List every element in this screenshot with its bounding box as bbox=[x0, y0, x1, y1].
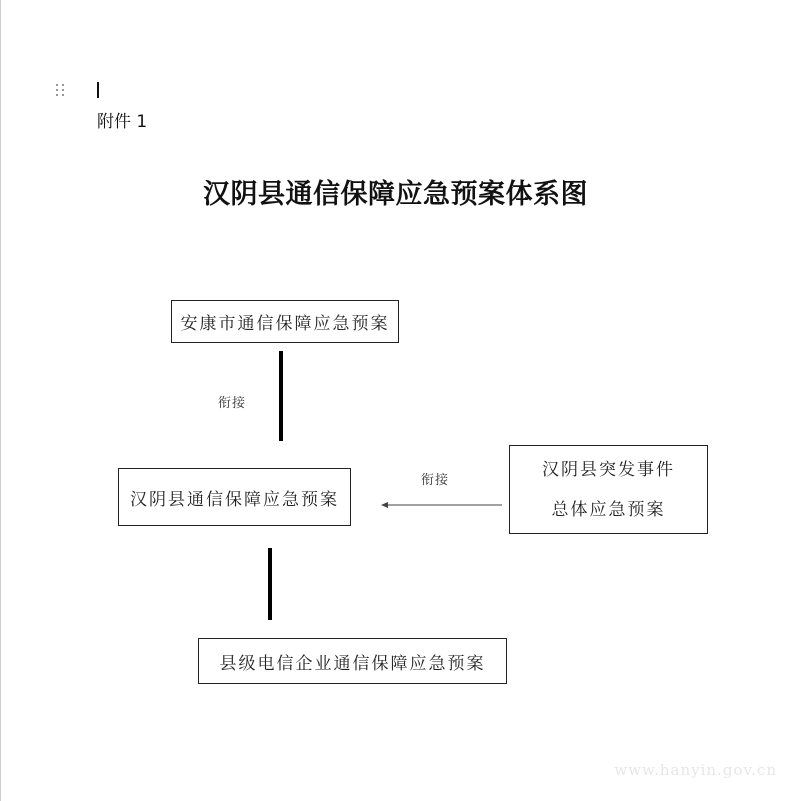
node-enterprise-plan-label: 县级电信企业通信保障应急预案 bbox=[219, 653, 486, 674]
node-enterprise-plan bbox=[198, 638, 507, 684]
arrow-general-to-county bbox=[381, 499, 503, 511]
node-county-plan bbox=[118, 468, 351, 526]
edge-label-general-to-county: 衔接 bbox=[421, 473, 450, 488]
node-general-emergency-plan bbox=[509, 445, 708, 534]
document-title: 汉阴县通信保障应急预案体系图 bbox=[203, 179, 588, 210]
text-cursor bbox=[97, 82, 99, 98]
node-general-plan-line2: 总体应急预案 bbox=[551, 499, 666, 520]
node-general-plan-line1: 汉阴县突发事件 bbox=[542, 459, 675, 480]
node-city-plan-label: 安康市通信保障应急预案 bbox=[180, 314, 390, 334]
connector-city-to-county bbox=[279, 351, 283, 441]
attachment-label: 附件 1 bbox=[97, 112, 148, 132]
connector-county-to-enterprise bbox=[268, 548, 272, 620]
node-city-plan bbox=[171, 300, 399, 343]
drag-handle-icon[interactable] bbox=[54, 82, 66, 98]
page-left-border bbox=[0, 0, 1, 801]
node-county-plan-label: 汉阴县通信保障应急预案 bbox=[130, 489, 339, 510]
site-watermark: www.hanyin.gov.cn bbox=[614, 761, 777, 779]
edge-label-city-to-county: 衔接 bbox=[218, 396, 247, 411]
